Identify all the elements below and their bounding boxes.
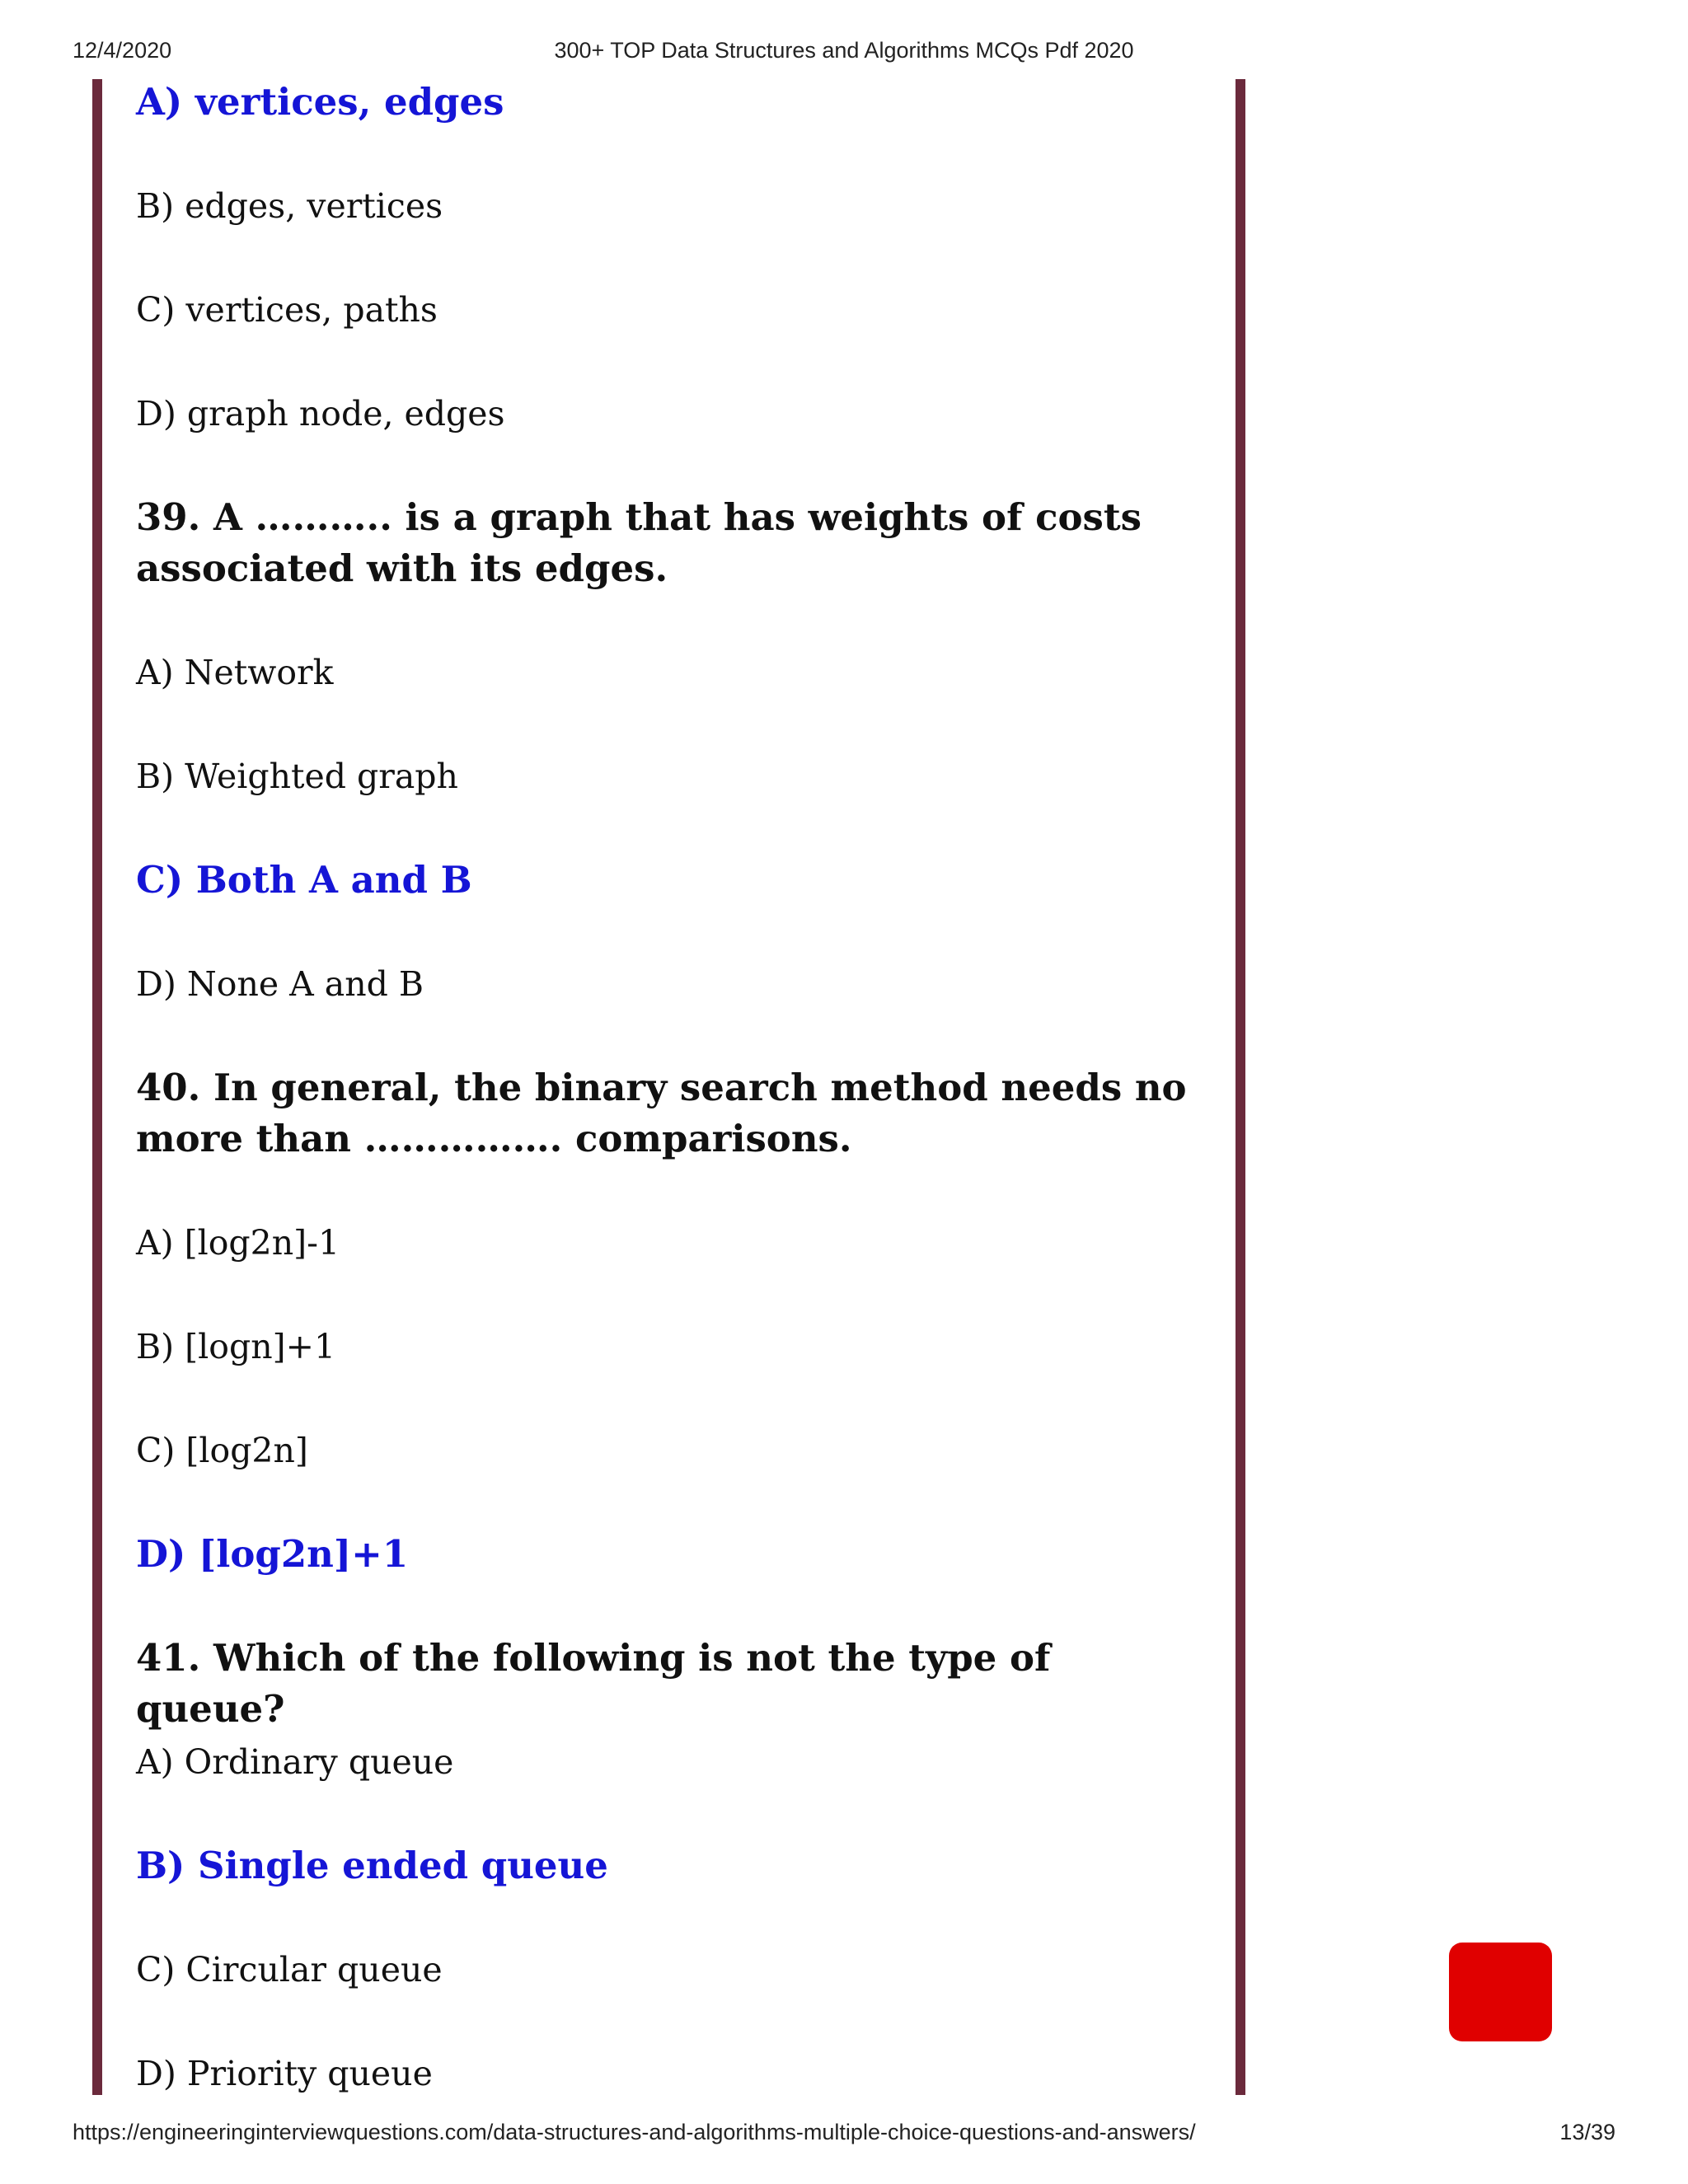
q41-option-d: D) Priority queue bbox=[136, 2054, 433, 2093]
q41-option-c: C) Circular queue bbox=[136, 1950, 443, 1990]
q39-option-d: D) None A and B bbox=[136, 964, 424, 1004]
print-date: 12/4/2020 bbox=[73, 38, 172, 63]
q40-question: 40. In general, the binary search method needs no more than ……………. comparisons. bbox=[136, 1066, 1187, 1160]
q40-option-b: B) [logn]+1 bbox=[136, 1327, 336, 1366]
q38-option-b: B) edges, vertices bbox=[136, 186, 443, 226]
q39-option-b: B) Weighted graph bbox=[136, 757, 458, 796]
q39-question: 39. A ……….. is a graph that has weights of costs associated with its edges. bbox=[136, 495, 1142, 590]
right-border-rule bbox=[1236, 79, 1245, 2095]
q40-option-c: C) [log2n] bbox=[136, 1431, 308, 1470]
page-number: 13/39 bbox=[1559, 2120, 1615, 2144]
q38-option-d: D) graph node, edges bbox=[136, 394, 505, 434]
q40-option-a: A) [log2n]-1 bbox=[136, 1223, 340, 1263]
q41-question: 41. Which of the following is not the type of queue? bbox=[136, 1636, 1051, 1731]
print-url: https://engineeringinterviewquestions.com/data-structures-and-algorithms-multiple-choice-questions-and-answers/ bbox=[73, 2120, 1196, 2144]
left-border-rule bbox=[92, 79, 102, 2095]
q40-option-d-correct: D) [log2n]+1 bbox=[136, 1532, 409, 1576]
q38-option-c: C) vertices, paths bbox=[136, 290, 438, 330]
print-title: 300+ TOP Data Structures and Algorithms MCQs Pdf 2020 bbox=[554, 38, 1134, 63]
q39-option-a: A) Network bbox=[136, 653, 334, 692]
floating-action-button[interactable] bbox=[1449, 1943, 1552, 2041]
q39-option-c-correct: C) Both A and B bbox=[136, 858, 472, 902]
q41-option-a: A) Ordinary queue bbox=[136, 1742, 454, 1782]
q41-option-b-correct: B) Single ended queue bbox=[136, 1844, 608, 1887]
q38-option-a-correct: A) vertices, edges bbox=[136, 80, 504, 124]
